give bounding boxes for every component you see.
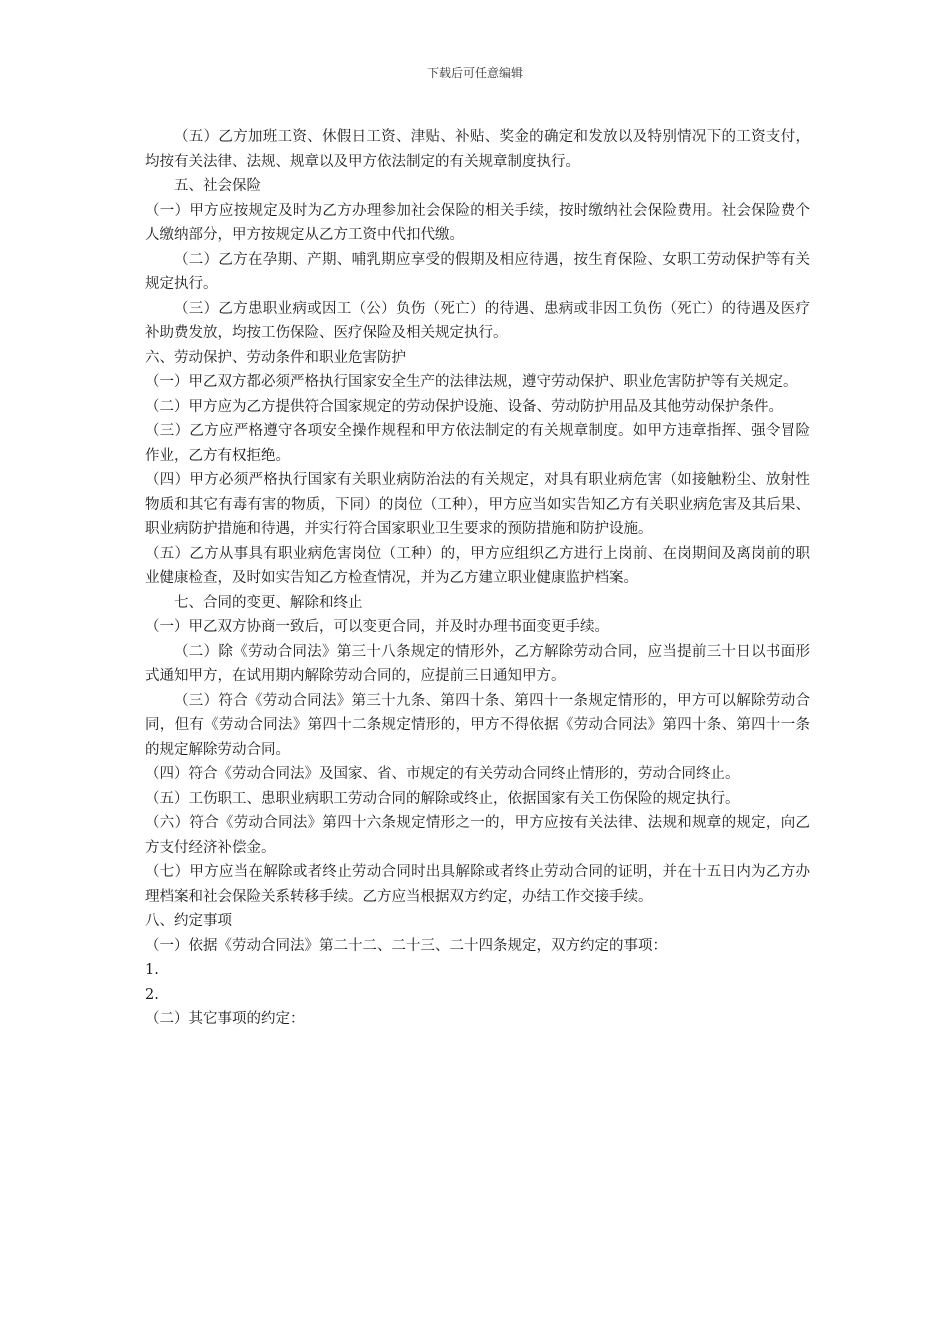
list-item: 1. — [145, 962, 159, 978]
paragraph: （三）乙方应严格遵守各项安全操作规程和甲方依法制定的有关规章制度。如甲方违章指挥、强令冒险作业，乙方有权拒绝。 — [145, 423, 810, 464]
paragraph: （五）乙方加班工资、休假日工资、津贴、补贴、奖金的确定和发放以及特别情况下的工资支付，均按有关法律、法规、规章以及甲方依法制定的有关规章制度执行。 — [145, 129, 810, 170]
paragraph: （一）依据《劳动合同法》第二十二、二十三、二十四条规定，双方约定的事项： — [145, 937, 667, 954]
paragraph: （一）甲乙双方协商一致后，可以变更合同，并及时办理书面变更手续。 — [145, 619, 609, 635]
paragraph: （四）甲方必须严格执行国家有关职业病防治法的有关规定，对具有职业病危害（如接触粉尘、放射性物质和其它有毒有害的物质，下同）的岗位（工种），甲方应当如实告知乙方有关职业病危害及其后果、职业病防护措施和待遇，并实行符合国家职业卫生要求的预防措施和防护设施。 — [145, 472, 810, 537]
section-heading: 五、社会保险 — [174, 178, 261, 194]
paragraph: （六）符合《劳动合同法》第四十六条规定情形之一的，甲方应按有关法律、法规和规章的规定，向乙方支付经济补偿金。 — [145, 815, 810, 856]
list-item: 2. — [145, 986, 159, 1003]
paragraph: （二）其它事项的约定： — [145, 1011, 305, 1027]
paragraph: （二）除《劳动合同法》第三十八条规定的情形外，乙方解除劳动合同，应当提前三十日以书面形式通知甲方，在试用期内解除劳动合同的，应提前三日通知甲方。 — [145, 643, 810, 684]
paragraph: （一）甲方应按规定及时为乙方办理参加社会保险的相关手续，按时缴纳社会保险费用。社会保险费个人缴纳部分，甲方按规定从乙方工资中代扣代缴。 — [145, 202, 810, 243]
paragraph: （五）工伤职工、患职业病职工劳动合同的解除或终止，依据国家有关工伤保险的规定执行。 — [145, 790, 740, 807]
paragraph: （二）乙方在孕期、产期、哺乳期应享受的假期及相应待遇，按生育保险、女职工劳动保护等有关规定执行。 — [145, 251, 810, 292]
paragraph: （四）符合《劳动合同法》及国家、省、市规定的有关劳动合同终止情形的，劳动合同终止。 — [145, 766, 740, 782]
document-body — [145, 125, 810, 1032]
section-heading: 八、约定事项 — [145, 913, 232, 929]
section-heading: 七、合同的变更、解除和终止 — [174, 594, 363, 611]
page-header: 下载后可任意编辑 — [426, 66, 523, 80]
paragraph: （三）乙方患职业病或因工（公）负伤（死亡）的待遇、患病或非因工负伤（死亡）的待遇及医疗补助费发放，均按工伤保险、医疗保险及相关规定执行。 — [145, 300, 810, 341]
paragraph: （一）甲乙双方都必须严格执行国家安全生产的法律法规，遵守劳动保护、职业危害防护等有关规定。 — [145, 374, 798, 390]
paragraph: （三）符合《劳动合同法》第三十九条、第四十条、第四十一条规定情形的，甲方可以解除劳动合同，但有《劳动合同法》第四十二条规定情形的，甲方不得依据《劳动合同法》第四十条、第四十一条的规定解除劳动合同。 — [145, 692, 810, 758]
paragraph: （七）甲方应当在解除或者终止劳动合同时出具解除或者终止劳动合同的证明，并在十五日内为乙方办理档案和社会保险关系转移手续。乙方应当根据双方约定，办结工作交接手续。 — [145, 864, 810, 905]
section-heading: 六、劳动保护、劳动条件和职业危害防护 — [145, 349, 406, 366]
paragraph: （五）乙方从事具有职业病危害岗位（工种）的，甲方应组织乙方进行上岗前、在岗期间及离岗前的职业健康检查，及时如实告知乙方检查情况，并为乙方建立职业健康监护档案。 — [145, 545, 810, 586]
paragraph: （二）甲方应为乙方提供符合国家规定的劳动保护设施、设备、劳动防护用品及其他劳动保护条件。 — [145, 398, 783, 415]
